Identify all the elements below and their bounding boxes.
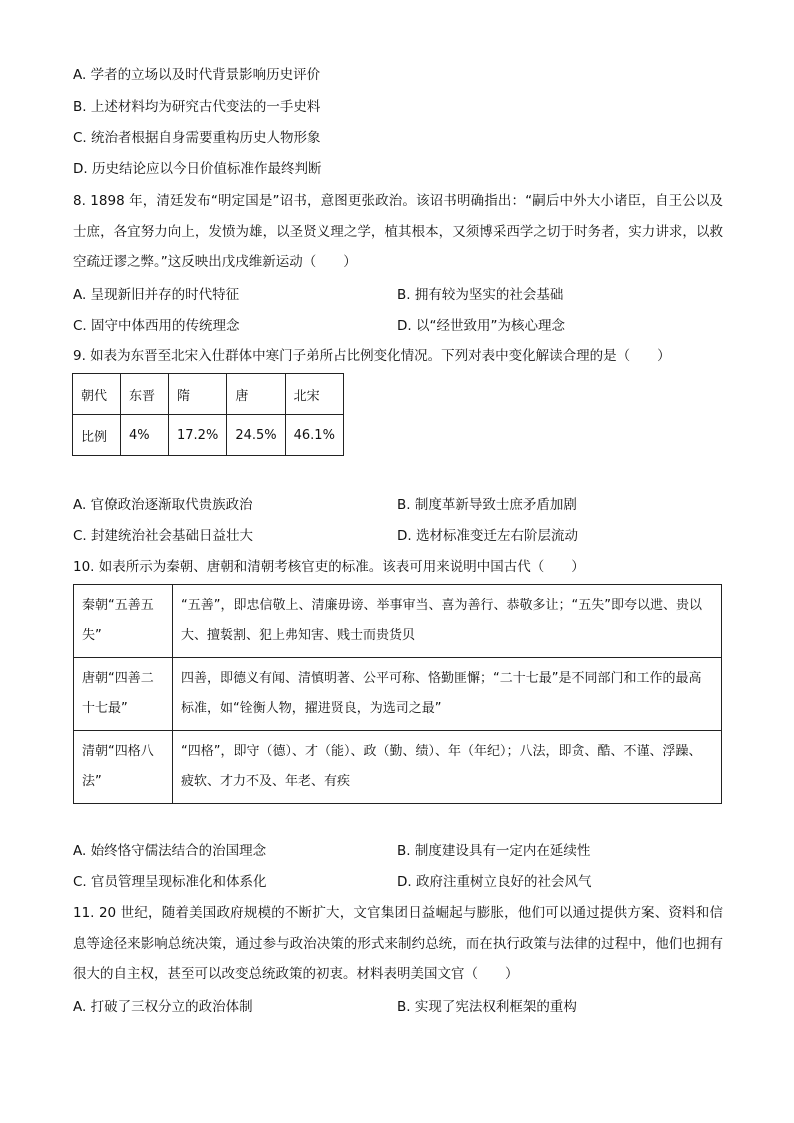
table-row <box>74 585 722 658</box>
q9-option-b: B. 制度革新导致士庶矛盾加剧 <box>397 497 577 513</box>
q7-option-a: A. 学者的立场以及时代背景影响历史评价 <box>73 67 321 83</box>
table-row <box>74 658 722 731</box>
q10-option-d: D. 政府注重树立良好的社会风气 <box>397 874 592 890</box>
table-cell: 24.5% <box>227 415 285 456</box>
q7-option-b: B. 上述材料均为研究古代变法的一手史料 <box>73 99 321 115</box>
q7-option-d: D. 历史结论应以今日价值标准作最终判断 <box>73 161 322 177</box>
table-cell: 唐 <box>227 374 285 415</box>
table-cell: 秦朝“五善五失” <box>74 585 173 658</box>
q10-option-c: C. 官员管理呈现标准化和体系化 <box>73 874 267 890</box>
table-row <box>73 415 344 456</box>
q8-option-d: D. 以“经世致用”为核心理念 <box>397 318 565 334</box>
q9-table <box>72 373 344 456</box>
table-cell: 唐朝“四善二十七最” <box>74 658 173 731</box>
table-cell: 清朝“四格八法” <box>74 731 173 804</box>
table-cell: 比例 <box>73 415 121 456</box>
q8-stem: 8. 1898 年，清廷发布“明定国是”诏书，意图更张政治。该诏书明确指出：“嗣后中外大小诸臣，自王公以及士庶，各宜努力向上，发愤为雄，以圣贤义理之学，植其根本，又须博采西学之切于时务者，实力讲求，以救空疏迂谬之弊。”这反映出戊戌维新运动（ ） <box>73 193 723 270</box>
q11-stem: 11. 20 世纪，随着美国政府规模的不断扩大，文官集团日益崛起与膨胀，他们可以通过提供方案、资料和信息等途径来影响总统决策，通过参与政治决策的形式来制约总统，而在执行政策与法律的过程中，他们也拥有很大的自主权，甚至可以改变总统政策的初衷。材料表明美国文官（ ） <box>73 905 723 982</box>
table-cell: “四格”，即守（德）、才（能）、政（勤、绩）、年（年纪）；八法，即贪、酷、不谨、浮躁、疲软、才力不及、年老、有疾 <box>173 731 722 804</box>
table-cell: 4% <box>121 415 169 456</box>
q8-option-b: B. 拥有较为坚实的社会基础 <box>397 287 564 303</box>
table-cell: 东晋 <box>121 374 169 415</box>
q8-option-a: A. 呈现新旧并存的时代特征 <box>73 287 240 303</box>
q7-option-c: C. 统治者根据自身需要重构历史人物形象 <box>73 130 321 146</box>
table-row <box>74 731 722 804</box>
q10-stem: 10. 如表所示为秦朝、唐朝和清朝考核官吏的标准。该表可用来说明中国古代（ ） <box>73 559 585 575</box>
table-row <box>73 374 344 415</box>
q9-option-c: C. 封建统治社会基础日益壮大 <box>73 528 254 544</box>
table-cell: 46.1% <box>285 415 343 456</box>
q10-table <box>73 584 722 804</box>
q10-option-b: B. 制度建设具有一定内在延续性 <box>397 843 591 859</box>
table-cell: 17.2% <box>169 415 227 456</box>
table-cell: 四善，即德义有闻、清慎明著、公平可称、恪勤匪懈；“二十七最”是不同部门和工作的最高标准，如“铨衡人物，擢进贤良，为选司之最” <box>173 658 722 731</box>
q9-stem: 9. 如表为东晋至北宋入仕群体中寒门子弟所占比例变化情况。下列对表中变化解读合理的是（ ） <box>73 348 671 364</box>
q9-option-d: D. 选材标准变迁左右阶层流动 <box>397 528 578 544</box>
table-cell: 隋 <box>169 374 227 415</box>
q8-option-c: C. 固守中体西用的传统理念 <box>73 318 240 334</box>
q9-option-a: A. 官僚政治逐渐取代贵族政治 <box>73 497 253 513</box>
table-cell: 北宋 <box>285 374 343 415</box>
table-cell: 朝代 <box>73 374 121 415</box>
q10-option-a: A. 始终恪守儒法结合的治国理念 <box>73 843 267 859</box>
q11-option-b: B. 实现了宪法权利框架的重构 <box>397 999 577 1015</box>
q11-option-a: A. 打破了三权分立的政治体制 <box>73 999 253 1015</box>
table-cell: “五善”，即忠信敬上、清廉毋谤、举事审当、喜为善行、恭敬多让；“五失”即夸以迣、贵以大、擅裚割、犯上弗知害、贱士而贵货贝 <box>173 585 722 658</box>
